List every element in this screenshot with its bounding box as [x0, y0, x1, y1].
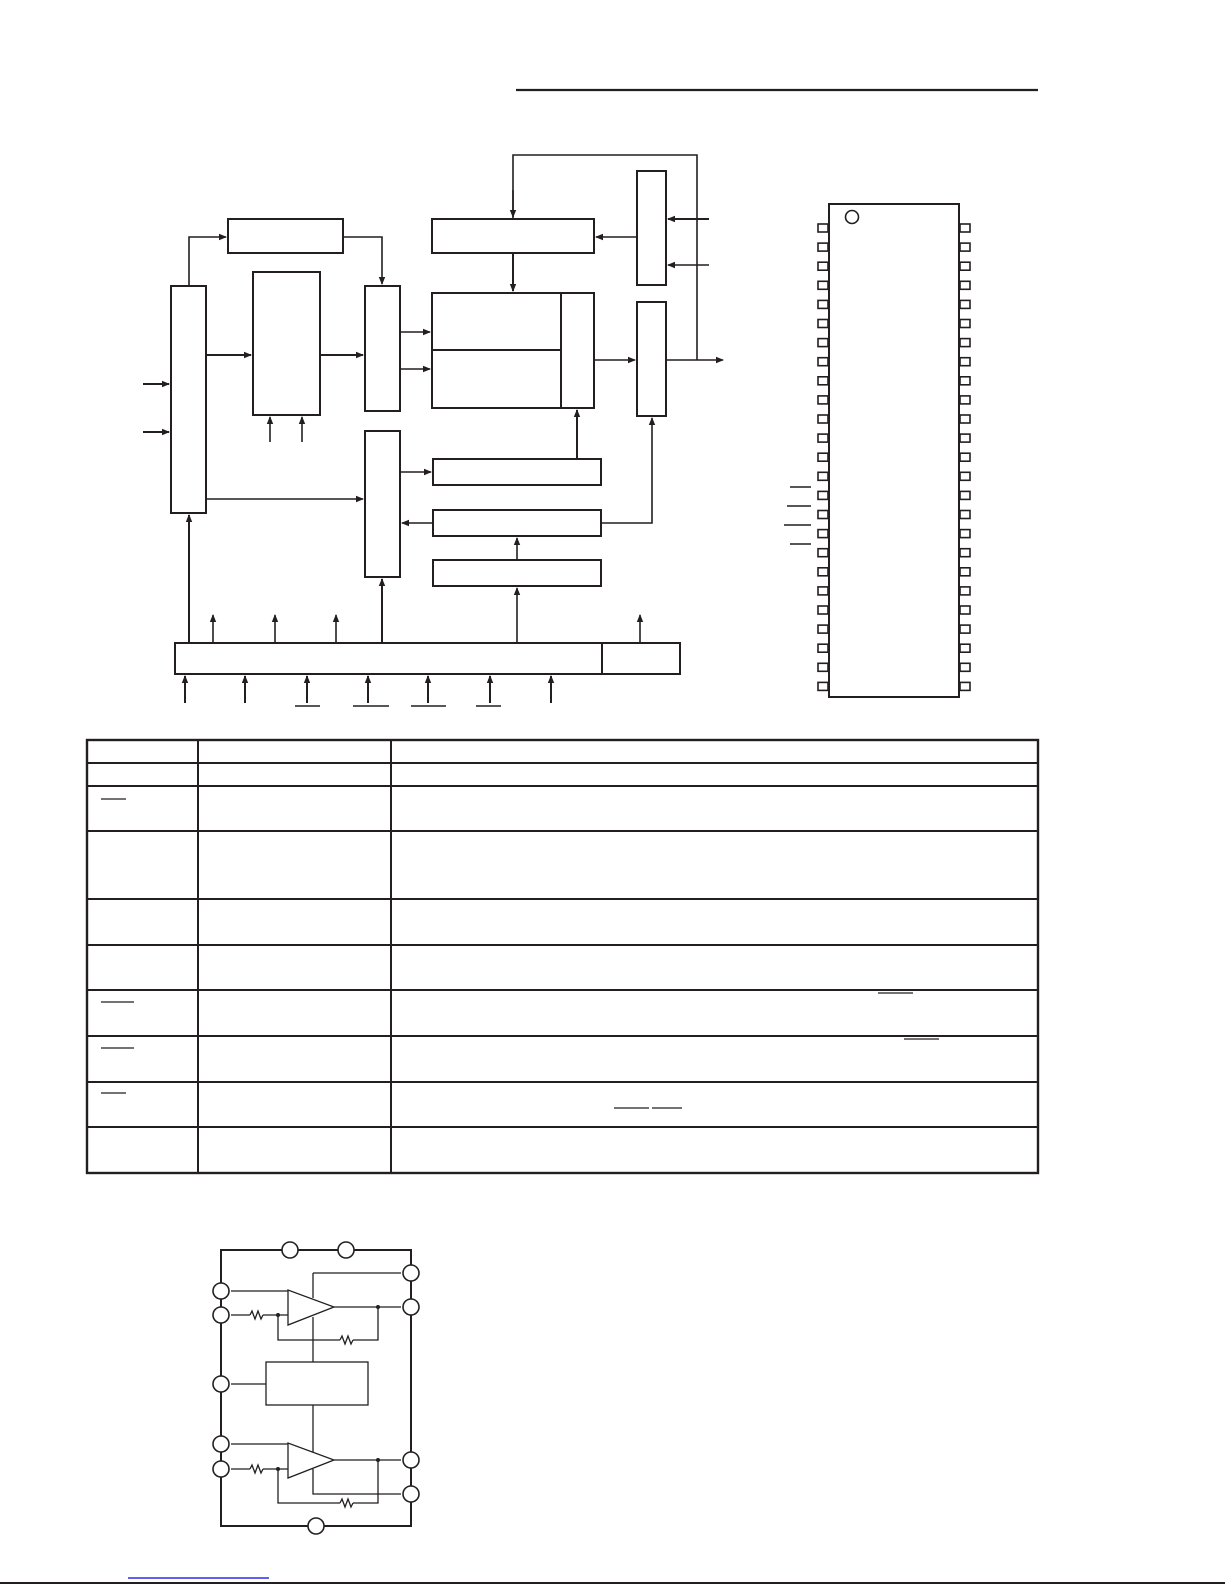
refresh-counter-block [433, 510, 601, 536]
ic-pin-right [960, 300, 970, 308]
clock-block [637, 171, 666, 285]
ic-pin-right [960, 358, 970, 366]
ic-pin-right [960, 549, 970, 557]
ic-pin-right [960, 472, 970, 480]
ic-pin-right [960, 434, 970, 442]
pin-circle [308, 1518, 324, 1534]
ic-pin-right [960, 644, 970, 652]
amplifier-schematic [213, 1242, 419, 1534]
row-control-block [432, 219, 594, 253]
pin-circle [213, 1307, 229, 1323]
ic-body [829, 204, 959, 697]
ic-pin-right [960, 682, 970, 690]
ic-pin-left [818, 568, 828, 576]
ic-pin-right [960, 320, 970, 328]
ic-pin-right [960, 491, 970, 499]
pin-table-frame [87, 740, 1038, 1173]
amp-1-feedback-resistor [340, 1336, 353, 1344]
ic-pin-left [818, 587, 828, 595]
timing-generator-block [433, 560, 601, 586]
pin-circle [282, 1242, 298, 1258]
ic-pin-left [818, 281, 828, 289]
ic-pin-right [960, 262, 970, 270]
amp-2-input-resistor [250, 1465, 263, 1473]
top-control-block [228, 219, 343, 253]
ic-package [784, 204, 970, 697]
ic-pin-left [818, 415, 828, 423]
amp-2-feedback-resistor [340, 1499, 353, 1507]
amp-2-triangle [288, 1443, 334, 1478]
mux-block [365, 431, 400, 577]
control-logic-extension-block [602, 643, 680, 674]
ic-pin-left [818, 530, 828, 538]
ic-pin-right [960, 339, 970, 347]
write-driver-block [433, 459, 601, 485]
pin-circle [338, 1242, 354, 1258]
bias-block [266, 1362, 368, 1405]
input-register-block [171, 286, 206, 513]
ic-pin-left [818, 224, 828, 232]
pin-circle [213, 1461, 229, 1477]
ic-pin-left [818, 663, 828, 671]
ic-pin-left [818, 358, 828, 366]
pin-circle [403, 1486, 419, 1502]
address-decoder-block [253, 272, 320, 415]
amp-1-input-resistor [250, 1311, 263, 1319]
ic-pin-right [960, 606, 970, 614]
ic-pin-left [818, 472, 828, 480]
pin-circle [213, 1436, 229, 1452]
ic-pin-left [818, 644, 828, 652]
block-diagram [143, 155, 723, 706]
ic-pin-left [818, 511, 828, 519]
pin-overbars [784, 487, 811, 544]
pin-table [87, 740, 1038, 1173]
pin-circle [403, 1265, 419, 1281]
ic-pin-left [818, 320, 828, 328]
ic-pin-right [960, 511, 970, 519]
ic-pin-right [960, 587, 970, 595]
ic-pin-left [818, 453, 828, 461]
ic-pin-left [818, 243, 828, 251]
ic-pin-right [960, 453, 970, 461]
ic-pin-left [818, 396, 828, 404]
ic-pin-right [960, 568, 970, 576]
sense-amp-block [561, 293, 594, 408]
pin-circle [403, 1299, 419, 1315]
ic-pin-left [818, 491, 828, 499]
ic-pin-left [818, 300, 828, 308]
ic-pin-right [960, 625, 970, 633]
ic-pin-right [960, 530, 970, 538]
ic-pin-right [960, 415, 970, 423]
control-logic-block [175, 643, 602, 674]
pin-circle [403, 1452, 419, 1468]
table-overbars [101, 799, 939, 1108]
ic-pin-left [818, 339, 828, 347]
pin1-marker [846, 211, 859, 224]
amp-1-triangle [288, 1290, 334, 1325]
ic-pin-left [818, 262, 828, 270]
ic-pin-left [818, 377, 828, 385]
ic-pin-left [818, 682, 828, 690]
ic-pin-right [960, 663, 970, 671]
ic-pin-right [960, 396, 970, 404]
ic-pin-left [818, 434, 828, 442]
output-buffer-block [637, 302, 666, 416]
ic-pin-left [818, 606, 828, 614]
ic-pin-left [818, 625, 828, 633]
pin-circle [213, 1376, 229, 1392]
ic-pin-right [960, 243, 970, 251]
ic-pin-right [960, 224, 970, 232]
pin-circle [213, 1283, 229, 1299]
column-select-block [365, 286, 400, 411]
ic-pin-right [960, 377, 970, 385]
ic-pin-right [960, 281, 970, 289]
ic-pin-left [818, 549, 828, 557]
